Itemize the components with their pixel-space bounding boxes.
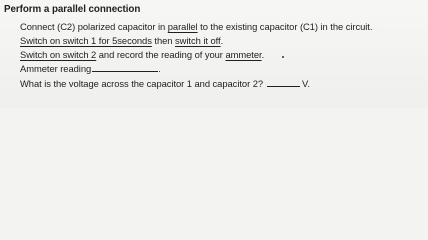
ammeter-reading-blank[interactable] [92, 63, 158, 72]
ammeter-reading-label: Ammeter reading [20, 63, 92, 74]
stray-mark [282, 56, 284, 58]
underlined-switch-off: switch it off [175, 35, 221, 46]
instruction-switch-2 [20, 49, 264, 60]
underlined-switch-on-1: Switch on switch 1 for 5seconds [20, 35, 152, 46]
instruction-text: and record the reading of your [96, 49, 226, 60]
document-page [0, 0, 428, 108]
voltage-answer-blank[interactable] [267, 78, 300, 87]
instruction-text: to the existing capacitor (C1) in the circuit. [197, 21, 373, 32]
instruction-text: then [151, 35, 176, 46]
underlined-ammeter: ammeter [225, 49, 262, 60]
ammeter-reading-row [20, 63, 161, 74]
underlined-switch-on-2: Switch on switch 2 [20, 49, 97, 60]
instruction-switch-1 [20, 35, 223, 46]
ammeter-reading-period: . [158, 63, 161, 74]
instruction-text: Connect (C2) polarized capacitor in [20, 21, 168, 32]
section-title: Perform a parallel connection [4, 4, 141, 15]
voltage-unit: V. [302, 78, 310, 89]
instruction-text: . [261, 49, 265, 60]
instruction-connect-c2 [20, 21, 372, 32]
voltage-question-row [20, 78, 310, 89]
underlined-word-parallel: parallel [167, 21, 198, 32]
instruction-text: . [220, 35, 224, 46]
voltage-question-text: What is the voltage across the capacitor 1 and capacitor 2? [20, 78, 264, 89]
